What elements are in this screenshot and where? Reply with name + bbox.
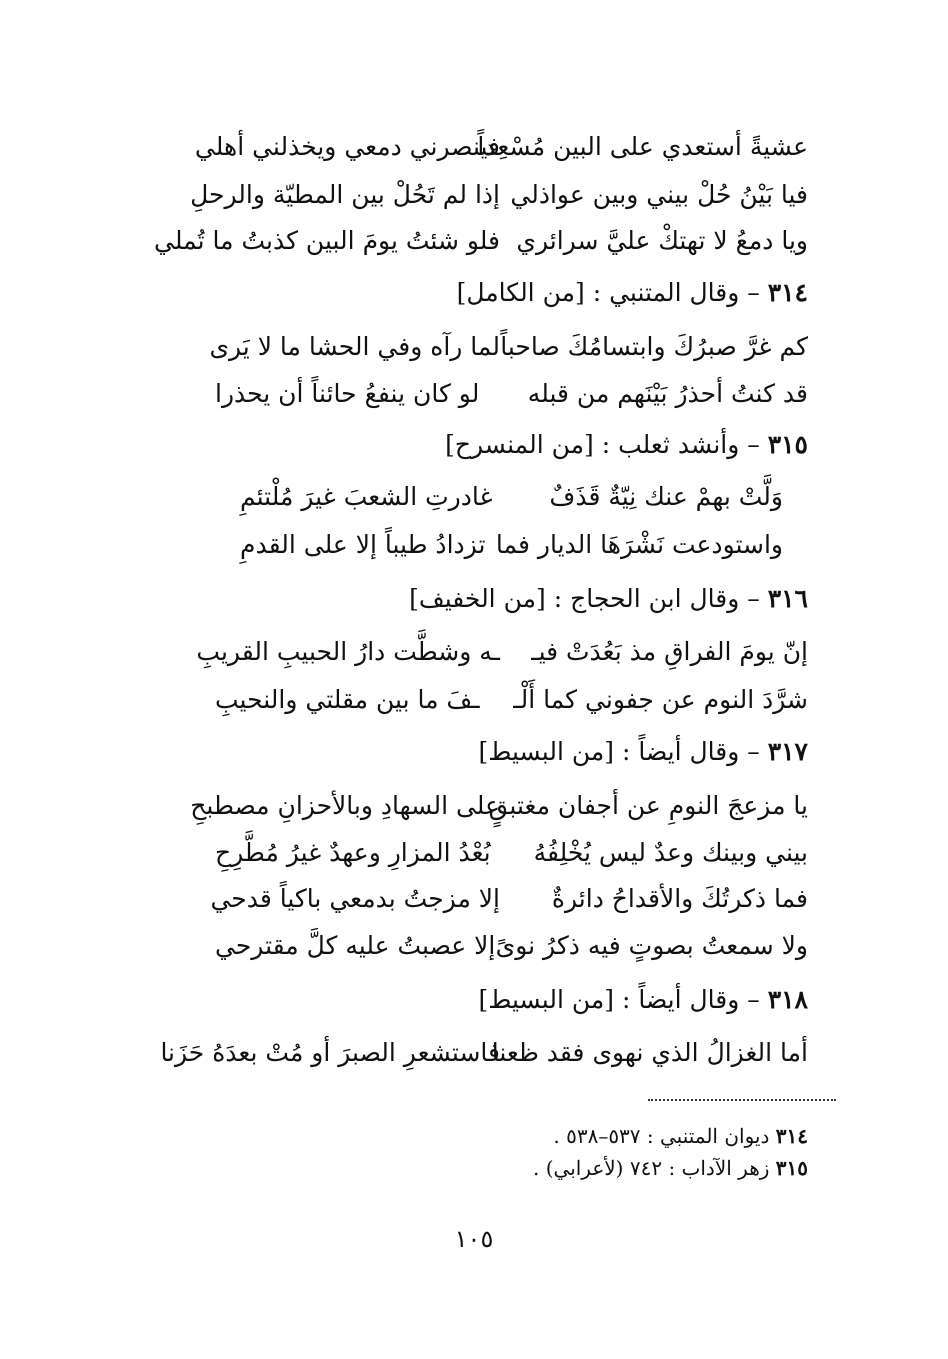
verse-hemistich-2: إلا مزجتُ بدمعي باكياً قدحي [210,884,500,913]
poem-heading-text: – وأنشد ثعلب : [من المنسرح] [445,430,760,459]
poem-number: ٣١٥ [767,430,808,459]
verse-hemistich-2: تزدادُ طيباً إلا على القدمِ [240,530,486,559]
verse-hemistich-1: واستودعت نَشْرَهَا الديار فما [495,530,783,559]
verse-hemistich-2: بُعْدُ المزارِ وعهدٌ غيرُ مُطَّرِحِ [215,838,491,867]
verse-hemistich-2: إذا لم تَحُلْ بين المطيّة والرحلِ [190,180,500,209]
poem-heading [409,584,808,613]
footnote [533,1156,808,1180]
verse-hemistich-1: كم غرَّ صبرُكَ وابتسامُكَ صاحباً [500,332,808,361]
poem-heading-text: – وقال المتنبي : [من الكامل] [456,278,760,307]
verse-hemistich-2: فلو شئتُ يومَ البين كذبتُ ما تُملي [154,226,500,255]
poem-number: ٣١٧ [767,737,808,766]
poem-heading [445,430,808,459]
footnote-number: ٣١٤ [775,1124,808,1148]
poem-heading-text: – وقال ابن الحجاج : [من الخفيف] [409,584,760,613]
verse-hemistich-1: وَلَّتْ بهمْ عنك نِيّةٌ قَذَفٌ [549,482,783,511]
footnote-number: ٣١٥ [775,1156,808,1180]
verse-hemistich-2: ـه وشطَّت دارُ الحبيبِ القريبِ [196,637,500,666]
verse-hemistich-2: غادرتِ الشعبَ غيرَ مُلْتئمِ [240,482,493,511]
verse-hemistich-1: شرَّدَ النوم عن جفوني كما أَلْـ [513,685,808,714]
poem-heading [478,737,808,766]
verse-hemistich-2: لو كان ينفعُ حائناً أن يحذرا [215,379,480,408]
verse-hemistich-1: يا مزعجَ النومِ عن أجفان مغتبقٍ [488,791,808,820]
poem-heading [457,278,808,307]
verse-hemistich-1: فيا بَيْنُ حُلْ بيني وبين عواذلي [510,180,808,209]
verse-hemistich-2: فاستشعرِ الصبرَ أو مُتْ بعدَهُ حَزَنا [160,1038,500,1067]
verse-hemistich-1: ويا دمعُ لا تهتكْ عليَّ سرائري [516,226,808,255]
verse-hemistich-1: أما الغزالُ الذي نهوى فقد ظعنا [491,1038,808,1067]
poem-number: ٣١٤ [767,278,808,307]
verse-hemistich-2: إلا عصبتُ عليه كلَّ مقترحي [215,931,496,960]
verse-hemistich-1: ولا سمعتُ بصوتٍ فيه ذكرُ نوىً [495,931,808,960]
page-number: ١٠٥ [454,1225,494,1253]
poem-heading-text: – وقال أيضاً : [من البسيط] [478,737,760,766]
poem-number: ٣١٦ [767,584,808,613]
verse-hemistich-2: ـفَ ما بين مقلتي والنحيبِ [215,685,480,714]
poem-number: ٣١٨ [767,985,808,1014]
verse-hemistich-2: لما رآه وفي الحشا ما لا يَرى [209,332,500,361]
poem-heading-text: – وقال أيضاً : [من البسيط] [478,985,760,1014]
footnote-divider [648,1099,836,1101]
verse-hemistich-1: بيني وبينك وعدٌ ليس يُخْلِفُهُ [533,838,808,867]
verse-hemistich-1: قد كنتُ أحذرُ بَيْنَهم من قبله [527,379,808,408]
poem-heading [478,985,808,1014]
verse-hemistich-2: فينصرني دمعي ويخذلني أهلي [194,132,500,161]
footnote-text: ديوان المتنبي : ٥٣٧–٥٣٨ . [553,1124,770,1148]
verse-hemistich-1: إنّ يومَ الفراقِ مذ بَعُدَتْ فيـ [531,637,808,666]
footnote [553,1124,808,1148]
verse-hemistich-1: فما ذكرتُكَ والأقداحُ دائرةٌ [551,884,808,913]
verse-hemistich-2: على السهادِ وبالأحزانِ مصطبحِ [190,791,500,820]
footnote-text: زهر الآداب : ٧٤٢ (لأعرابي) . [533,1156,770,1180]
verse-hemistich-1: عشيةً أستعدي على البين مُسْعِداً [477,132,808,161]
